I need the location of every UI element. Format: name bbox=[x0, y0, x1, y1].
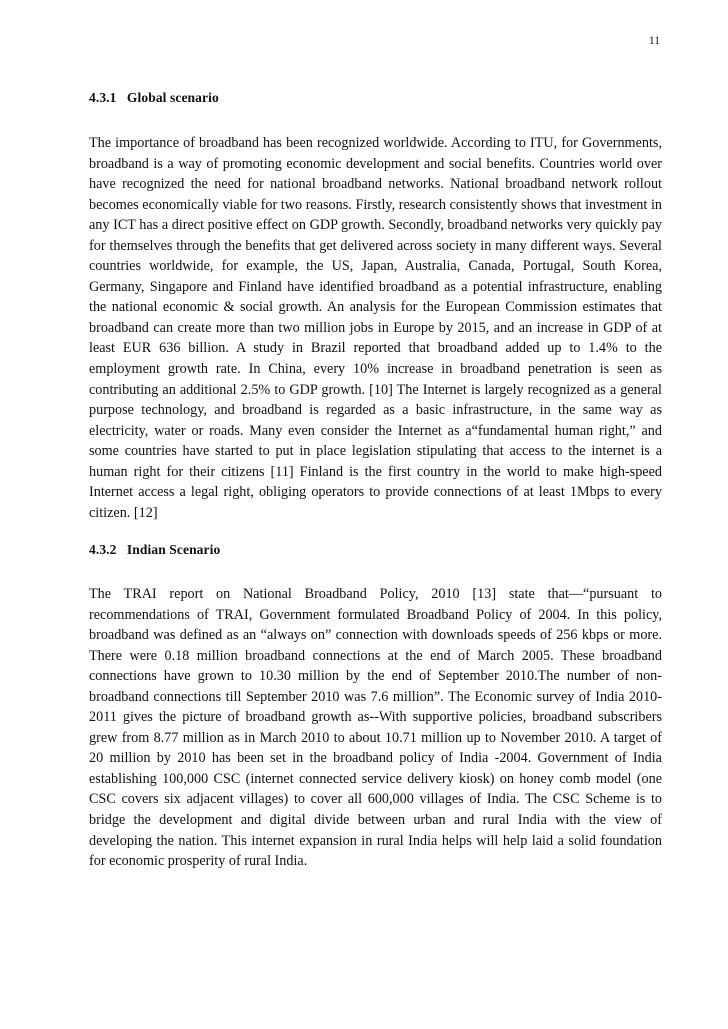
section-heading-global-scenario: 4.3.1 Global scenario bbox=[89, 90, 219, 105]
section-body-global-scenario bbox=[89, 133, 662, 523]
paragraph-global-scenario: The importance of broadband has been recognized worldwide. According to ITU, for Governments, broadband is a way of promoting economic development and social benefits. Countries world over have recognized the need for national broadband networks. National broadband network rollout becomes economically viable for two reasons. Firstly, research consistently shows that investment in any ICT has a direct positive effect on GDP growth. Secondly, broadband networks very quickly pay for themselves through the benefits that get delivered across society in many different ways. Several countries worldwide, for example, the US, Japan, Australia, Canada, Portugal, South Korea, Germany, Singapore and Finland have identified broadband as a potential infrastructure, enabling the national economic & social growth. An analysis for the European Commission estimates that broadband can create more than two million jobs in Europe by 2015, and an increase in GDP of at least EUR 636 billion. A study in Brazil reported that broadband added up to 1.4% to the employment growth rate. In China, every 10% increase in broadband penetration is seen as contributing an additional 2.5% to GDP growth. [10] The Internet is largely recognized as a general purpose technology, and broadband is regarded as a basic infrastructure, in the same way as electricity, water or roads. Many even consider the Internet as a“fundamental human right,” and some countries have started to put in place legislation stipulating that access to the internet is a human right for their citizens [11] Finland is the first country in the world to make high-speed Internet access a legal right, obliging operators to provide connections of at least 1Mbps to every citizen. [12] bbox=[89, 135, 662, 521]
section-heading-indian-scenario: 4.3.2 Indian Scenario bbox=[89, 542, 221, 557]
paragraph-indian-scenario: The TRAI report on National Broadband Policy, 2010 [13] state that—“pursuant to recommendations of TRAI, Government formulated Broadband Policy of 2004. In this policy, broadband was defined as an “always on” connection with downloads speeds of 256 kbps or more. There were 0.18 million broadband connections at the end of March 2005. These broadband connections have grown to 10.30 million by the end of September 2010.The number of non-broadband connections till September 2010 was 7.6 million”. The Economic survey of India 2010-2011 gives the picture of broadband growth as--With supportive policies, broadband subscribers grew from 8.77 million as in March 2010 to about 10.71 million up to November 2010. A target of 20 million by 2010 has been set in the broadband policy of India -2004. Government of India establishing 100,000 CSC (internet connected service delivery kiosk) on honey comb model (one CSC covers six adjacent villages) to cover all 600,000 villages of India. The CSC Scheme is to bridge the development and digital divide between urban and rural India with the view of developing the nation. This internet expansion in rural India helps will help laid a solid foundation for economic prosperity of rural India. bbox=[89, 586, 662, 870]
page-number: 11 bbox=[648, 35, 660, 47]
section-body-indian-scenario bbox=[89, 584, 662, 872]
